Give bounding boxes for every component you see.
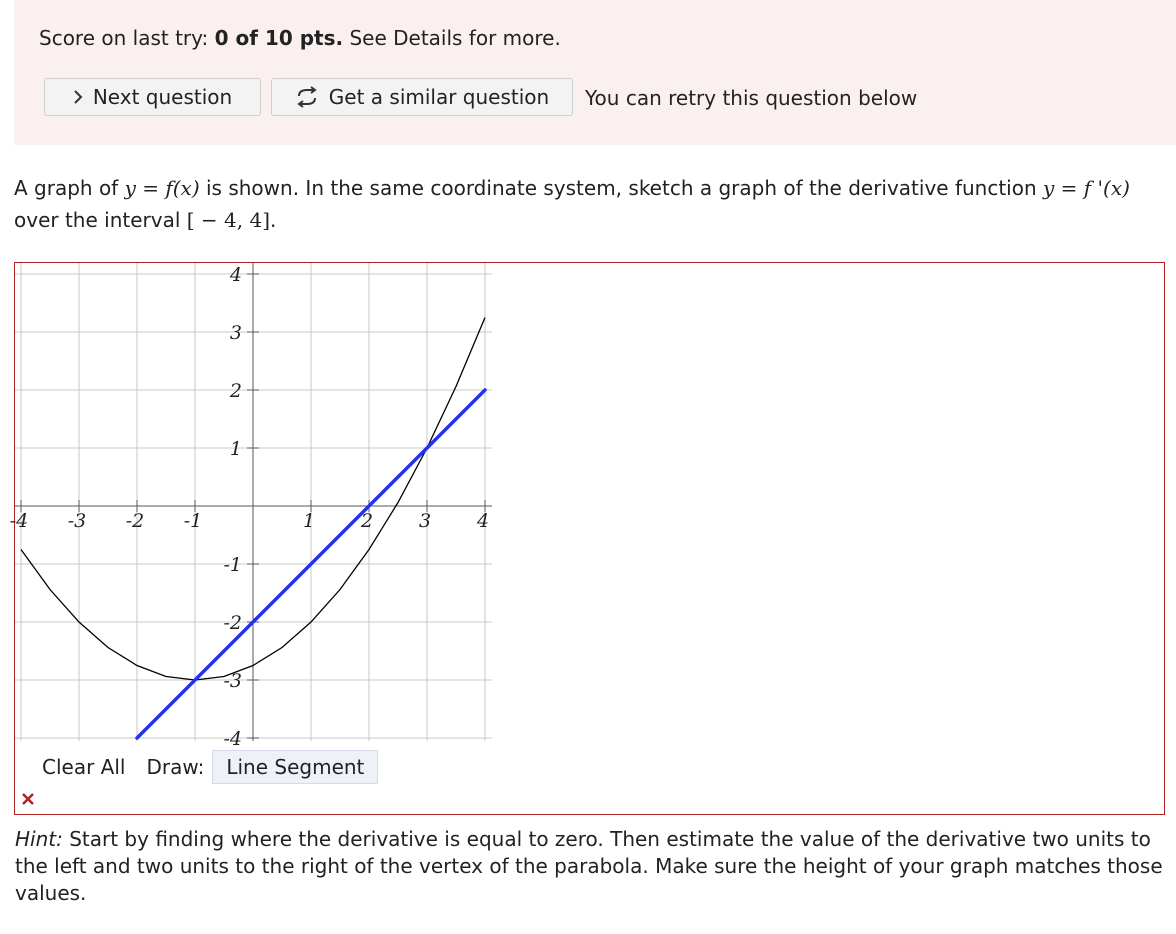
- x-tick-label: 2: [360, 510, 374, 532]
- score-banner: [14, 0, 1176, 145]
- y-tick-label: 3: [229, 322, 242, 344]
- hint-body: Start by finding where the derivative is equal to zero. Then estimate the value of the derivative two units to the left and two units to the right of the vertex of the parabola. Make sure the height of your graph matches those values.: [15, 827, 1163, 905]
- retry-text: You can retry this question below: [585, 86, 918, 110]
- question-text-1: A graph of: [14, 176, 119, 200]
- next-question-label: Next question: [92, 85, 233, 109]
- similar-question-button[interactable]: [271, 78, 573, 116]
- graph-canvas[interactable]: [9, 263, 492, 750]
- line-segment-tool-button[interactable]: Line Segment: [212, 750, 378, 784]
- question-equation-1: y = f(x): [124, 176, 200, 200]
- x-tick-label: 4: [476, 510, 490, 532]
- y-tick-label: 4: [229, 264, 242, 286]
- x-tick-label: -4: [9, 510, 29, 532]
- next-question-button[interactable]: [44, 78, 261, 116]
- clear-all-button[interactable]: Clear All: [29, 750, 138, 784]
- x-tick-label: 3: [418, 510, 432, 532]
- draw-label: Draw:: [146, 755, 205, 779]
- hint-text: [15, 826, 1165, 907]
- x-tick-label: 1: [302, 510, 316, 532]
- y-tick-label: -2: [223, 612, 242, 634]
- score-suffix: See Details for more.: [349, 26, 561, 50]
- y-tick-label: 1: [229, 438, 242, 460]
- y-tick-label: -1: [223, 554, 242, 576]
- y-tick-label: 2: [229, 380, 242, 402]
- chevron-right-icon: [73, 90, 83, 104]
- score-value: 0 of 10 pts.: [214, 26, 344, 50]
- hint-label: Hint:: [15, 827, 63, 851]
- y-tick-label: -3: [223, 670, 242, 692]
- question-interval: [ − 4, 4]: [186, 208, 270, 232]
- question-end: .: [270, 208, 277, 232]
- x-tick-label: -1: [183, 510, 203, 532]
- score-line: [39, 26, 561, 50]
- graph-toolbar: [29, 750, 378, 784]
- score-prefix: Score on last try:: [39, 26, 209, 50]
- y-tick-label: -4: [223, 728, 242, 750]
- question-text-3: over the interval: [14, 208, 181, 232]
- similar-question-label: Get a similar question: [328, 85, 550, 109]
- question-equation-2: y = f '(x): [1043, 176, 1130, 200]
- incorrect-x-icon: [21, 791, 35, 810]
- x-tick-label: -3: [67, 510, 87, 532]
- retry-arrows-icon: [295, 87, 319, 107]
- x-tick-label: -2: [125, 510, 145, 532]
- question-text-2: is shown. In the same coordinate system, sketch a graph of the derivative function: [206, 176, 1037, 200]
- question-text: [14, 172, 1164, 236]
